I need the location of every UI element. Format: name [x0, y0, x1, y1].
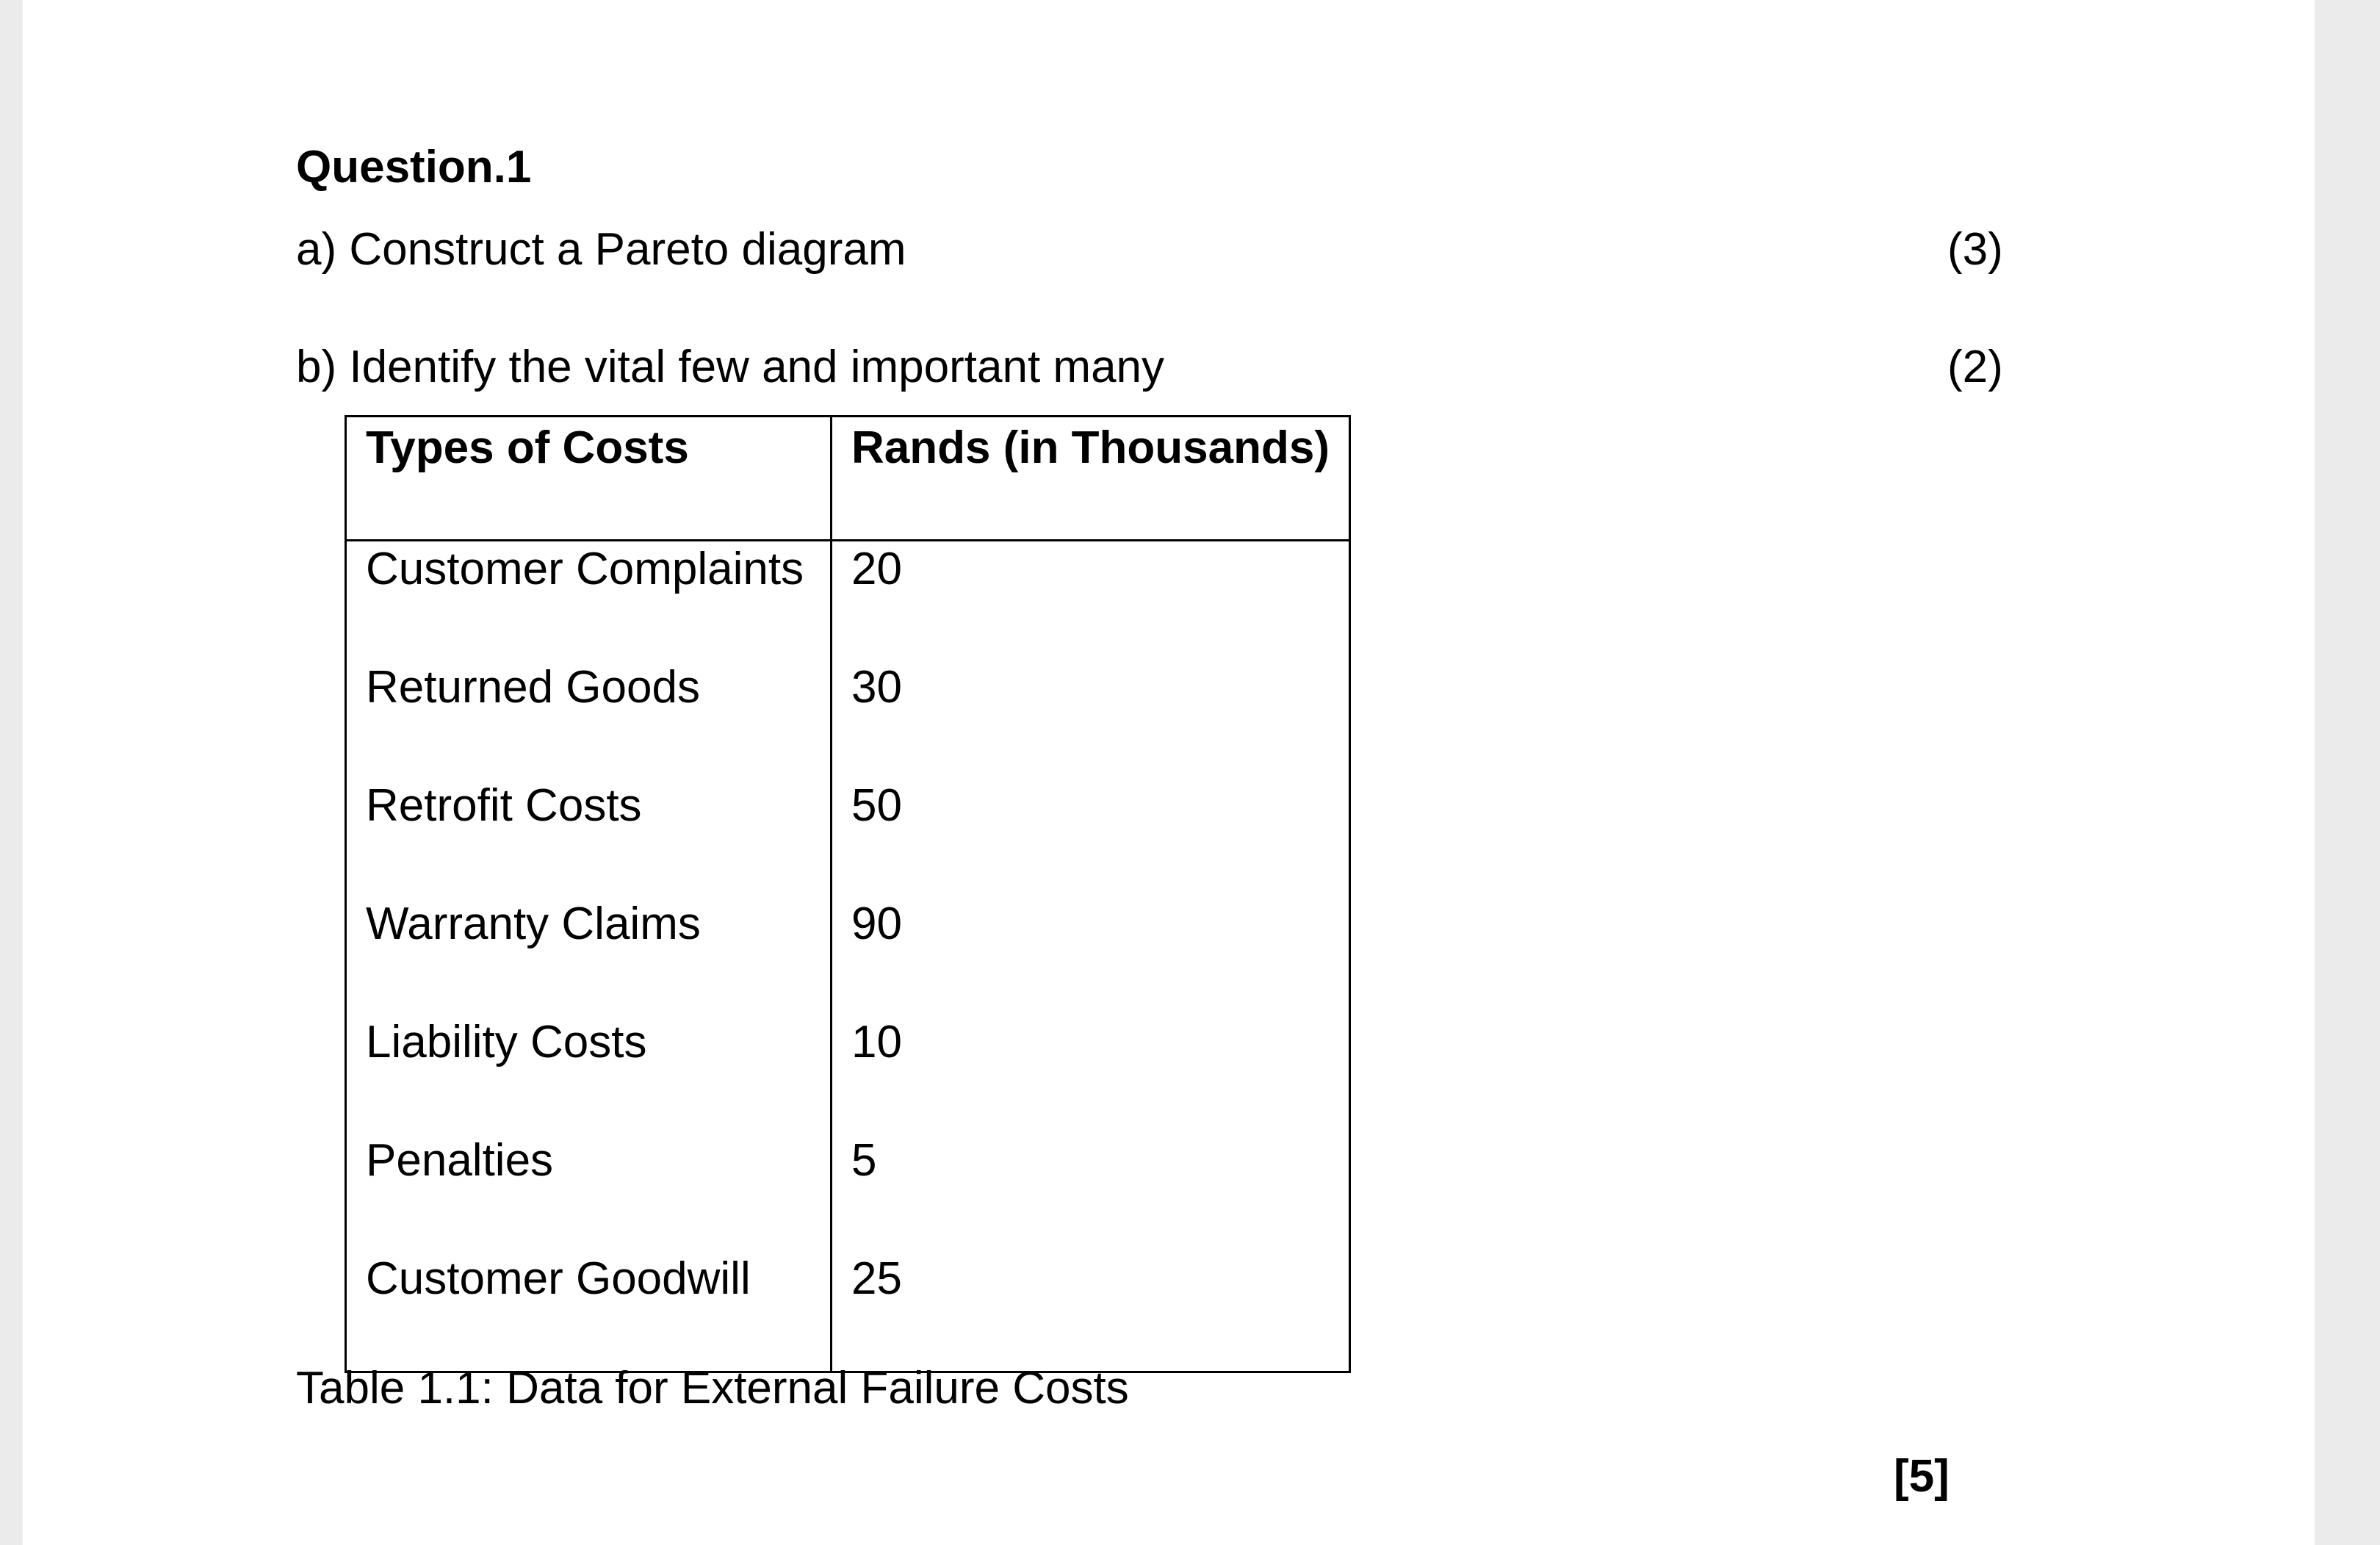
cost-value-cell: 10 — [832, 1015, 1350, 1133]
document-page — [23, 0, 2315, 1545]
question-part-b-marks: (2) — [1947, 342, 2003, 392]
table-caption: Table 1.1: Data for External Failure Costs — [296, 1363, 1129, 1413]
table-header-rands: Rands (in Thousands) — [832, 417, 1350, 541]
question-title: Question.1 — [296, 142, 532, 192]
question-part-b: b) Identify the vital few and important many — [296, 342, 1165, 392]
cost-value-cell: 50 — [832, 778, 1350, 896]
table-row — [346, 660, 1350, 778]
table-row — [346, 541, 1350, 660]
cost-value-cell: 25 — [832, 1251, 1350, 1372]
table-header-cost-type: Types of Costs — [346, 417, 832, 541]
table-row — [346, 778, 1350, 896]
question-part-a: a) Construct a Pareto diagram — [296, 224, 906, 275]
cost-type-cell: Penalties — [346, 1133, 832, 1251]
cost-value-cell: 30 — [832, 660, 1350, 778]
cost-type-cell: Retrofit Costs — [346, 778, 832, 896]
table-row — [346, 1133, 1350, 1251]
cost-type-cell: Liability Costs — [346, 1015, 832, 1133]
total-marks: [5] — [1894, 1451, 1950, 1502]
table-row — [346, 1015, 1350, 1133]
cost-type-cell: Returned Goods — [346, 660, 832, 778]
cost-value-cell: 5 — [832, 1133, 1350, 1251]
table-header-row — [346, 417, 1350, 541]
costs-table — [345, 415, 1351, 1373]
cost-type-cell: Customer Complaints — [346, 541, 832, 660]
cost-type-cell: Warranty Claims — [346, 896, 832, 1015]
question-part-a-marks: (3) — [1947, 224, 2003, 275]
cost-value-cell: 90 — [832, 896, 1350, 1015]
table-row — [346, 1251, 1350, 1372]
cost-value-cell: 20 — [832, 541, 1350, 660]
cost-type-cell: Customer Goodwill — [346, 1251, 832, 1372]
table-row — [346, 896, 1350, 1015]
